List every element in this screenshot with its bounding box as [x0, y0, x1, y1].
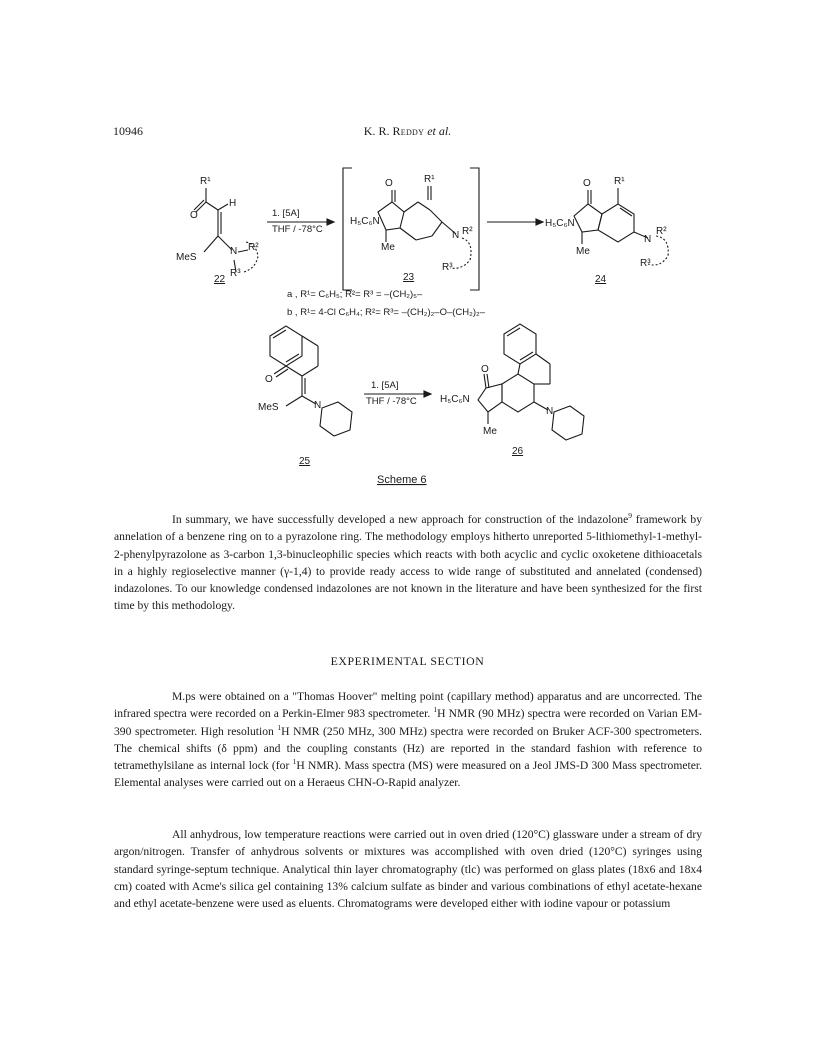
n-label-23: N — [452, 230, 460, 241]
compound-number-25: 25 — [299, 456, 311, 467]
author-initials: K. R. — [363, 124, 393, 138]
o-label-22: O — [190, 210, 198, 221]
page-number: 10946 — [113, 124, 143, 138]
conditions-1: THF / -78°C — [272, 224, 323, 235]
conditions-2: THF / -78°C — [366, 396, 417, 407]
arrow-1-head — [327, 219, 334, 225]
arrow-3-head — [424, 391, 431, 397]
n-label-24: N — [644, 234, 652, 245]
ph-label-24: H₅C₆N — [545, 218, 575, 229]
exp1-part-a: M.ps were obtained on a "Thomas Hoover" melting point (capillary method) apparatus and are uncorrected. The infrared spectra were recorded on a Perkin-Elmer 983 spectrometer. — [114, 690, 702, 721]
section-title: EXPERIMENTAL SECTION — [330, 654, 485, 668]
me-label-23: Me — [381, 242, 395, 253]
r3-label-22: R³ — [230, 268, 241, 279]
r3-label-23: R³ — [442, 262, 453, 273]
r2-label-22: R² — [248, 242, 259, 253]
o-label-25: O — [265, 374, 273, 385]
exp2-text: All anhydrous, low temperature reactions were carried out in oven dried (120°C) glassware under a stream of dry argon/nitrogen. Transfer of anhydrous solvents or mixtures was accomplished with oven dried (120°C) syringes using standard syringe-septum technique. Analytical thin layer chromatography (tlc) was performed on glass plates (18x6 and 18x4 cm) coated with Acme's silica gel containing 13% calcium sulfate as binder and various combinations of ethyl acetate-hexane and ethyl acetate-benzene were used as eluents. Chromatograms were developed either with iodine vapour or potassium — [114, 828, 702, 911]
author-surname: Reddy — [392, 124, 425, 138]
structure-25 — [270, 326, 352, 436]
o-label-26: O — [481, 364, 489, 375]
compound-number-22: 22 — [214, 274, 226, 285]
variant-a: a , R¹= C₆H₅; R²= R³ = –(CH₂)₅– — [287, 289, 423, 300]
exp1-sup-2: 1 — [277, 722, 282, 732]
r3-label-24: R³ — [640, 258, 651, 269]
r1-label-24: R¹ — [614, 176, 625, 187]
exp1-sup-1: 1 — [433, 705, 438, 715]
summary-text-start: In summary, we have successfully developed a new approach for construction of the indazolone — [172, 513, 629, 526]
exp1-sup-3: 1 — [292, 757, 297, 767]
reagent-2: 1. [5A] — [371, 380, 399, 391]
reagent-1: 1. [5A] — [272, 208, 300, 219]
running-head — [0, 124, 815, 139]
exp1-part-b: H NMR (90 MHz) spectra were recorded on Varian EM-390 spectrometer. High resolution — [114, 707, 702, 738]
mes-label-22: MeS — [176, 252, 197, 263]
summary-paragraph — [114, 511, 702, 615]
exp1-part-d: H NMR). Mass spectra (MS) were measured on a Jeol JMS-D 300 Mass spectrometer. Elemental analyses were carried out on a Heraeus CHN-O-Rapid analyzer. — [114, 759, 702, 790]
n-label-25: N — [314, 400, 322, 411]
me-label-26: Me — [483, 426, 497, 437]
ph-label-23: H₅C₆N — [350, 216, 380, 227]
compound-number-26: 26 — [512, 446, 524, 457]
variant-b: b , R¹= 4-Cl C₆H₄; R²= R³= –(CH₂)₂–O–(CH₂)₂– — [287, 307, 485, 318]
r1-label-23: R¹ — [424, 174, 435, 185]
experimental-paragraph-1 — [114, 688, 702, 792]
et-al: et al. — [424, 124, 452, 138]
mes-label-25: MeS — [258, 402, 279, 413]
o-label-23a: O — [385, 178, 393, 189]
summary-text-end: framework by annelation of a benzene ring on to a pyrazolone ring. The methodology employs hitherto unreported 5-lithiomethyl-1-methyl-2-phenylpyrazolone as 3-carbon 1,3-binucleophilic species which reacts with both acyclic and cyclic oxoketene dithioacetals in a highly regioselective manner (γ-1,4) to provide ready access to wide range of substituted and annelated (condensed) indazolones. To our knowledge condensed indazolones are not known in the literature and have been synthesized for the first time by this methodology. — [114, 513, 703, 613]
ph-label-26: H₅C₆N — [440, 394, 470, 405]
r1-label-22: R¹ — [200, 176, 211, 187]
scheme-drawing — [0, 140, 815, 492]
summary-reference: 9 — [628, 511, 632, 521]
compound-number-24: 24 — [595, 274, 607, 285]
experimental-paragraph-2 — [114, 826, 702, 912]
n-label-22: N — [230, 246, 238, 257]
scheme-title: Scheme 6 — [377, 474, 427, 486]
me-label-24: Me — [576, 246, 590, 257]
r2-label-24: R² — [656, 226, 667, 237]
n-label-26: N — [546, 406, 554, 417]
exp1-part-c: H NMR (250 MHz, 300 MHz) spectra were recorded on Bruker ACF-300 spectrometers. The chemical shifts (δ ppm) and the coupling constants (Hz) are reported in the standard fashion with reference to tetramethylsilane as internal lock (for — [114, 724, 702, 773]
page-header — [0, 124, 815, 140]
compound-number-23: 23 — [403, 272, 415, 283]
reaction-scheme — [0, 140, 815, 492]
r2-label-23: R² — [462, 226, 473, 237]
o-label-24: O — [583, 178, 591, 189]
arrow-2-head — [536, 219, 543, 225]
structure-26 — [478, 324, 584, 440]
structure-22 — [194, 188, 258, 272]
h-label-22: H — [229, 198, 237, 209]
